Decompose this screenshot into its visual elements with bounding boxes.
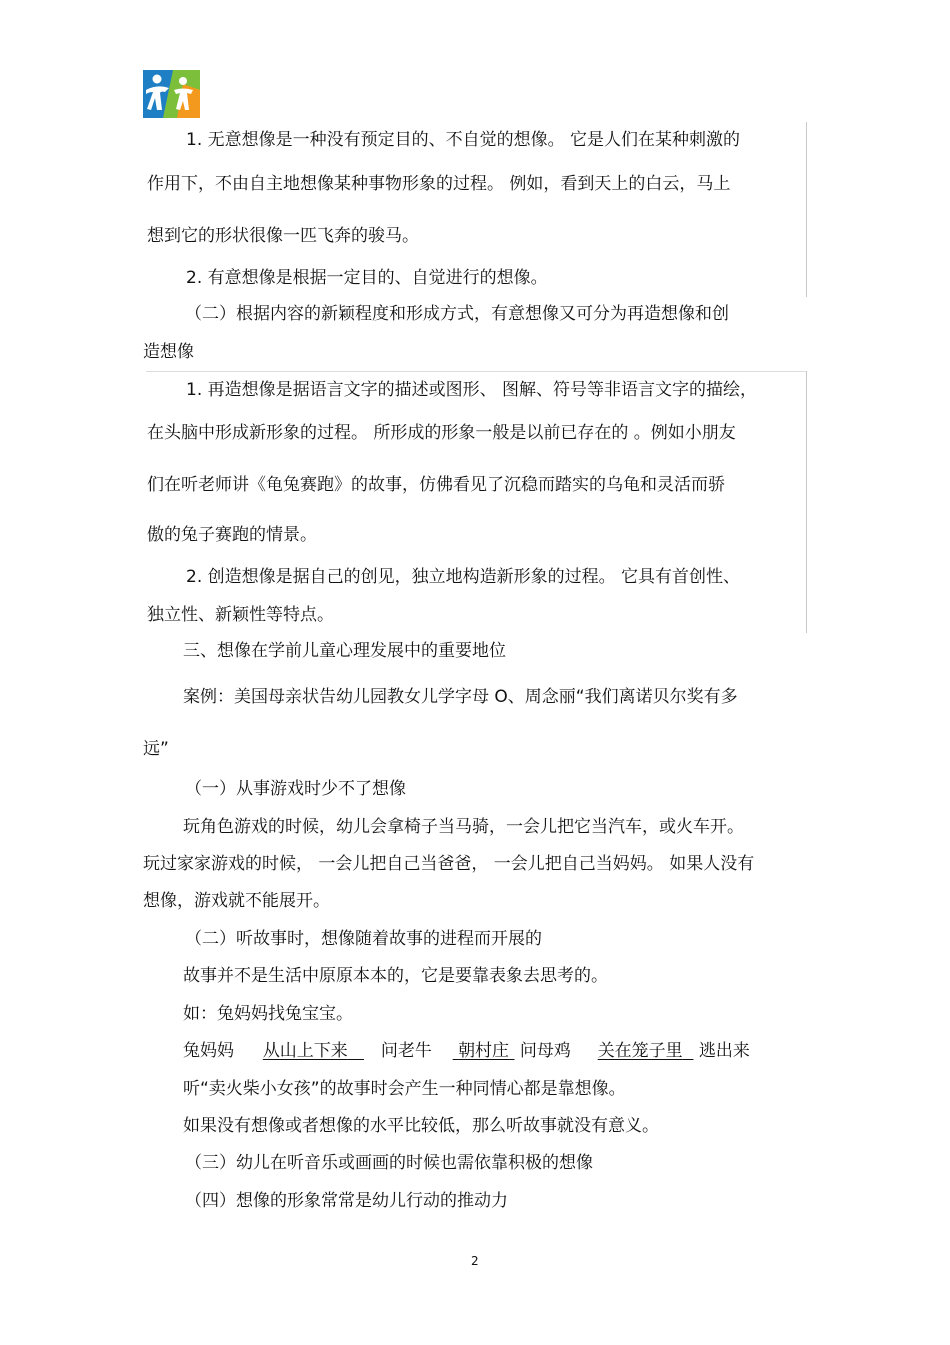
text-line: 想到它的形状很像一匹飞奔的骏马。 <box>147 226 419 246</box>
text-line: 想像，游戏就不能展开。 <box>143 891 330 911</box>
text-line: 玩过家家游戏的时候， 一会儿把自己当爸爸， 一会儿把自己当妈妈。 如果人没有 <box>143 854 755 874</box>
story-word: 逃出来 <box>698 1041 750 1061</box>
story-word: 问老牛 <box>380 1041 432 1061</box>
story-word: 兔妈妈 <box>183 1041 234 1061</box>
text-line: 如果没有想像或者想像的水平比较低，那么听故事就没有意义。 <box>183 1116 659 1136</box>
story-fill-blank: 朝村庄 <box>458 1041 510 1061</box>
text-line: 在头脑中形成新形象的过程。 所形成的形象一般是以前已存在的 。例如小朋友 <box>147 423 736 443</box>
children-figures-logo <box>143 70 200 118</box>
section-heading: （四）想像的形象常常是幼儿行动的推动力 <box>185 1191 508 1211</box>
text-line: 2. 创造想像是据自己的创见，独立地构造新形象的过程。 它具有首创性、 <box>186 567 741 587</box>
text-line: 1. 再造想像是据语言文字的描述或图形、 图解、符号等非语言文字的描绘， <box>186 380 758 400</box>
story-word: 问母鸡 <box>519 1041 571 1061</box>
section-heading: （一）从事游戏时少不了想像 <box>185 779 406 799</box>
text-line: 独立性、新颖性等特点。 <box>147 605 334 625</box>
frame-line-mid-top <box>146 371 807 372</box>
story-fill-blank: 关在笼子里 <box>597 1041 683 1061</box>
section-heading: （二）根据内容的新颖程度和形成方式，有意想像又可分为再造想像和创 <box>185 304 729 324</box>
text-line: 们在听老师讲《龟兔赛跑》的故事，仿佛看见了沉稳而踏实的乌龟和灵活而骄 <box>147 475 725 495</box>
text-line: 玩角色游戏的时候，幼儿会拿椅子当马骑，一会儿把它当汽车，或火车开。 <box>183 817 744 837</box>
section-heading: 三、想像在学前儿童心理发展中的重要地位 <box>183 641 506 661</box>
story-fill-blank: 从山上下来 <box>262 1041 348 1061</box>
section-heading: （三）幼儿在听音乐或画画的时候也需依靠积极的想像 <box>185 1153 593 1173</box>
text-line: 远” <box>143 739 169 759</box>
text-line: 傲的兔子赛跑的情景。 <box>147 525 317 545</box>
text-line: 听“卖火柴小女孩”的故事时会产生一种同情心都是靠想像。 <box>183 1079 626 1099</box>
text-line: 故事并不是生活中原原本本的，它是要靠表象去思考的。 <box>183 966 608 986</box>
story-line <box>183 1040 750 1062</box>
page-number: 2 <box>471 1254 479 1268</box>
section-heading: （二）听故事时，想像随着故事的进程而开展的 <box>185 929 542 949</box>
text-line: 作用下，不由自主地想像某种事物形象的过程。 例如，看到天上的白云，马上 <box>147 174 731 194</box>
frame-line-mid-right <box>806 371 807 633</box>
text-line: 1. 无意想像是一种没有预定目的、不自觉的想像。 它是人们在某种刺激的 <box>186 130 741 150</box>
text-line: 案例：美国母亲状告幼儿园教女儿学字母 O、周念丽“我们离诺贝尔奖有多 <box>183 687 738 707</box>
frame-line-top-right <box>806 122 807 297</box>
text-line: 2. 有意想像是根据一定目的、自觉进行的想像。 <box>186 268 548 288</box>
text-line: 如：兔妈妈找兔宝宝。 <box>183 1004 353 1024</box>
text-line: 造想像 <box>143 342 194 362</box>
